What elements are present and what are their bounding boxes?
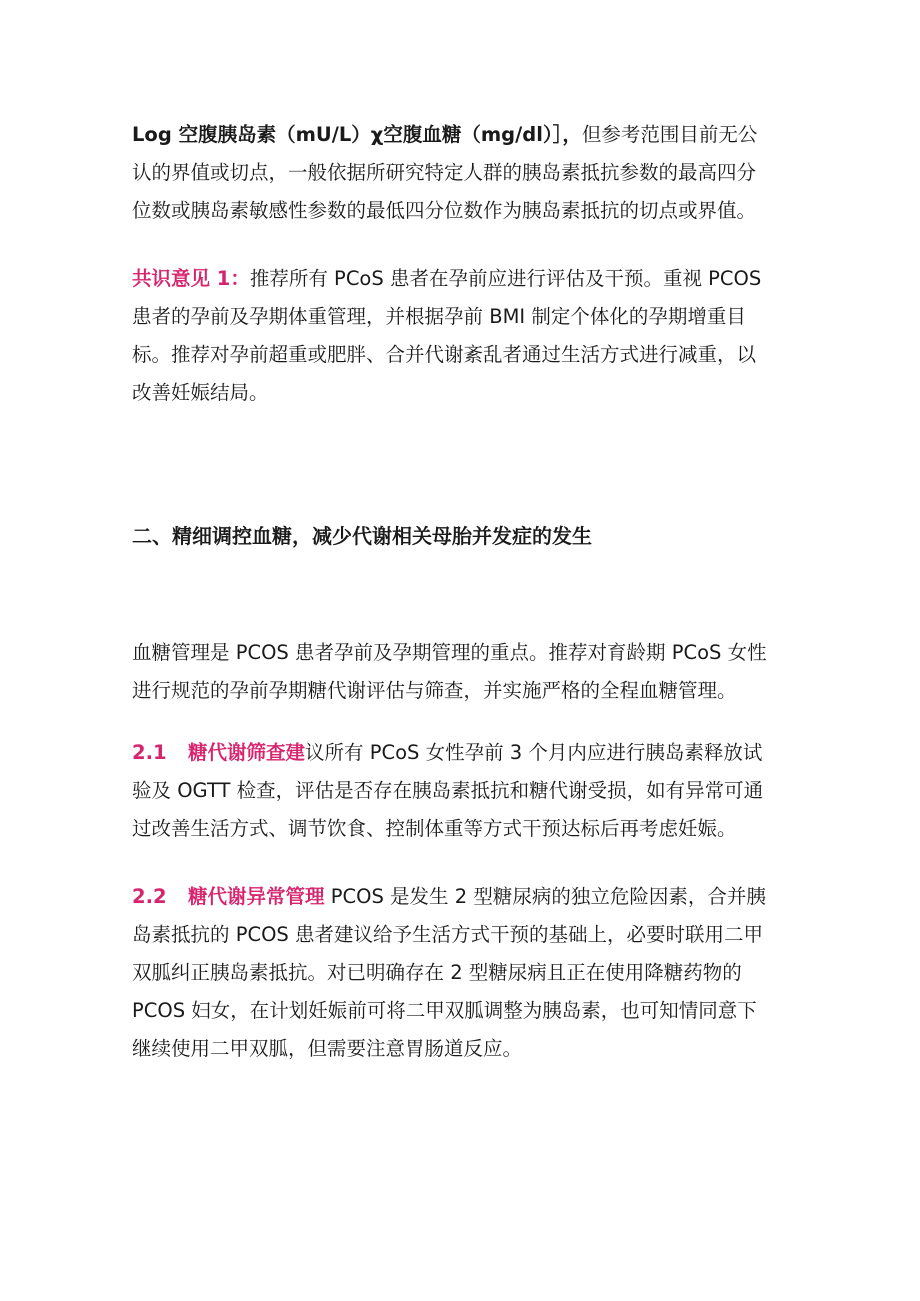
item-title: 糖代谢筛查建 [188, 741, 306, 764]
text-line [132, 116, 792, 154]
text-line: 验及 OGTT 检查，评估是否存在胰岛素抵抗和糖代谢受损，如有异常可通 [132, 779, 764, 802]
text-line [132, 260, 792, 298]
paragraph-item-2-2 [132, 878, 792, 1068]
text-span: 推荐所有 PCoS 患者在孕前应进行评估及干预。重视 PCOS [249, 267, 762, 290]
text-span: PCOS 是发生 2 型糖尿病的独立危险因素，合并胰 [324, 885, 766, 908]
text-line [132, 734, 792, 772]
formula-text: Log 空腹胰岛素（mU/L）χ空腹血糖（mg/dl）］， [132, 123, 582, 146]
paragraph-homa-definition [132, 116, 792, 230]
item-title: 糖代谢异常管理 [188, 885, 325, 908]
text-line: 血糖管理是 PCOS 患者孕前及孕期管理的重点。推荐对育龄期 PCoS 女性 [132, 641, 767, 664]
text-line: 患者的孕前及孕期体重管理，并根据孕前 BMI 制定个体化的孕期增重目 [132, 305, 746, 328]
text-line: PCOS 妇女，在计划妊娠前可将二甲双胍调整为胰岛素，也可知情同意下 [132, 999, 757, 1022]
text-line: 双胍纠正胰岛素抵抗。对已明确存在 2 型糖尿病且正在使用降糖药物的 [132, 961, 742, 984]
text-line: 改善妊娠结局。 [132, 381, 269, 404]
item-number: 2.2 [132, 885, 167, 908]
text-line: 认的界值或切点，一般依据所研究特定人群的胰岛素抵抗参数的最高四分 [132, 161, 757, 184]
text-span: 但参考范围目前无公 [581, 123, 758, 146]
text-line [132, 878, 792, 916]
text-line: 岛素抵抗的 PCOS 患者建议给予生活方式干预的基础上，必要时联用二甲 [132, 923, 763, 946]
paragraph-glucose-management [132, 634, 792, 710]
item-number: 2.1 [132, 741, 167, 764]
text-line: 过改善生活方式、调节饮食、控制体重等方式干预达标后再考虑妊娠。 [132, 817, 737, 840]
section-heading: 二、精细调控血糖，减少代谢相关母胎并发症的发生 [132, 524, 592, 548]
text-line: 继续使用二甲双胍，但需要注意胃肠道反应。 [132, 1037, 523, 1060]
text-line: 标。推荐对孕前超重或肥胖、合并代谢紊乱者通过生活方式进行减重，以 [132, 343, 757, 366]
text-line: 位数或胰岛素敏感性参数的最低四分位数作为胰岛素抵抗的切点或界值。 [132, 199, 757, 222]
paragraph-consensus-1 [132, 260, 792, 412]
text-span: 议所有 PCoS 女性孕前 3 个月内应进行胰岛素释放试 [305, 741, 763, 764]
paragraph-item-2-1 [132, 734, 792, 848]
consensus-label: 共识意见 1： [132, 267, 250, 290]
text-line: 进行规范的孕前孕期糖代谢评估与筛查，并实施严格的全程血糖管理。 [132, 679, 737, 702]
